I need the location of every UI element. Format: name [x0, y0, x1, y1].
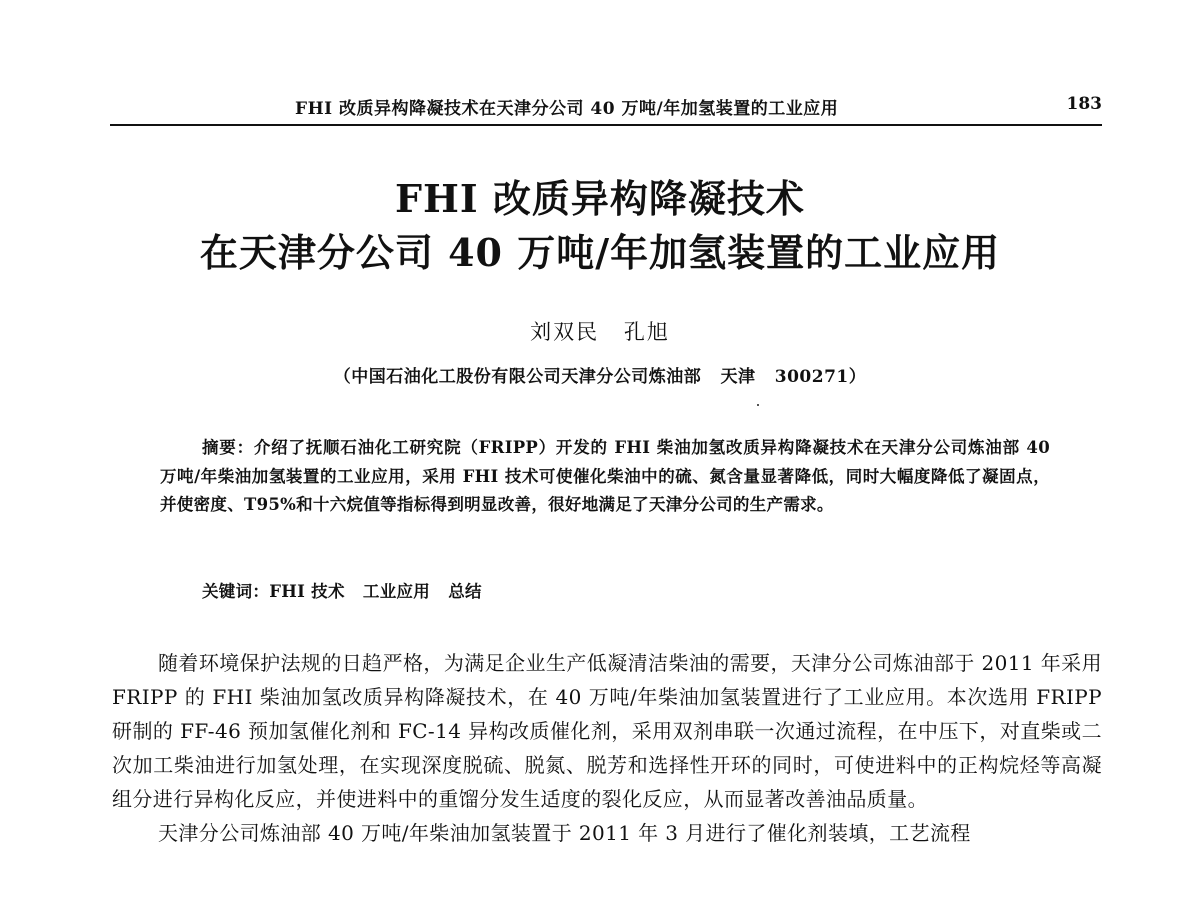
body-text: [112, 646, 1102, 850]
abstract-label: 摘要：: [202, 438, 254, 457]
paper-title-line-1: FHI 改质异构降凝技术: [395, 176, 805, 221]
authors: 刘双民 孔旭: [530, 320, 670, 344]
paper-title-line-2: 在天津分公司 40 万吨/年加氢装置的工业应用: [199, 230, 1001, 275]
page-number: 183: [1066, 94, 1102, 114]
abstract-text: 介绍了抚顺石油化工研究院（FRIPP）开发的 FHI 柴油加氢改质异构降凝技术在天津分公司炼油部 40 万吨/年柴油加氢装置的工业应用，采用 FHI 技术可使催化柴油中的硫、氮含量显著降低，同时大幅度降低了凝固点，并使密度、T95%和十六烷值等指标得到明显改善，很好地满足了天津分公司的生产需求。: [160, 438, 1050, 514]
scan-speck: [757, 404, 759, 406]
affiliation: （中国石油化工股份有限公司天津分公司炼油部 天津 300271）: [333, 367, 867, 387]
keywords: 关键词：FHI 技术 工业应用 总结: [202, 582, 482, 601]
body-paragraph-1: 随着环境保护法规的日趋严格，为满足企业生产低凝清洁柴油的需要，天津分公司炼油部于 2011 年采用 FRIPP 的 FHI 柴油加氢改质异构降凝技术，在 40 万吨/年柴油加氢装置进行了工业应用。本次选用 FRIPP 研制的 FF-46 预加氢催化剂和 FC-14 异构改质催化剂，采用双剂串联一次通过流程，在中压下，对直柴或二次加工柴油进行加氢处理，在实现深度脱硫、脱氮、脱芳和选择性开环的同时，可使进料中的正构烷烃等高凝组分进行异构化反应，并使进料中的重馏分发生适度的裂化反应，从而显著改善油品质量。: [112, 651, 1102, 811]
running-header: [110, 88, 1102, 126]
body-paragraph-2: 天津分公司炼油部 40 万吨/年柴油加氢装置于 2011 年 3 月进行了催化剂装填，工艺流程: [158, 821, 971, 845]
abstract: [160, 434, 1050, 520]
running-title: FHI 改质异构降凝技术在天津分公司 40 万吨/年加氢装置的工业应用: [295, 99, 839, 119]
